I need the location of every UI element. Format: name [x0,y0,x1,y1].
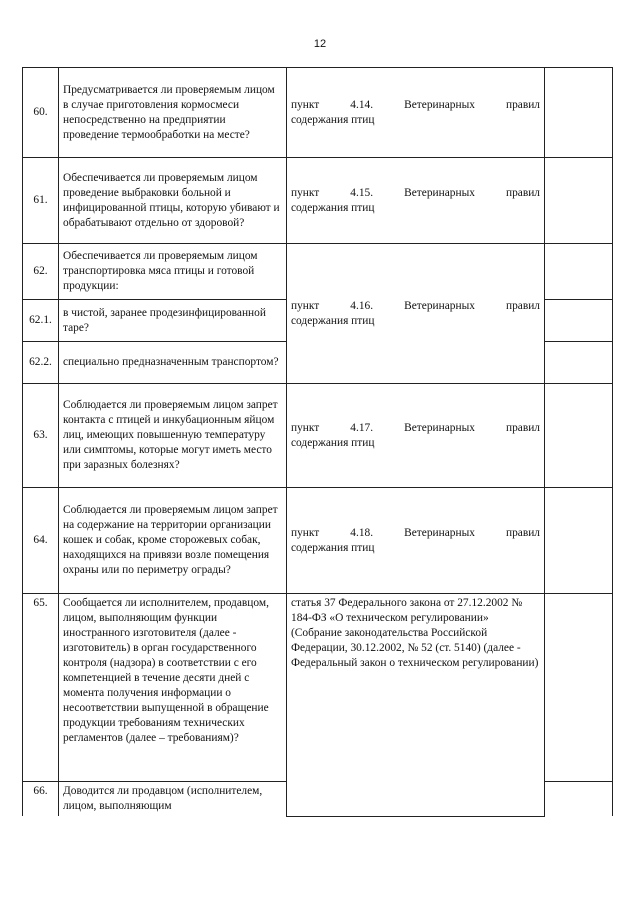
question-cell: Предусматривается ли проверяемым лицом в случае приготовления кормосмеси непосредственно на предприятии проведение термообработки на месте? [59,68,287,158]
legal-reference-cell [287,488,545,594]
question-cell: Доводится ли продавцом (исполнителем, лицом, выполняющим [59,782,287,817]
legal-reference-cell [287,68,545,158]
answer-cell[interactable] [545,244,613,300]
legal-reference-line: пункт 4.17. Ветеринарных правил [291,421,540,434]
answer-cell[interactable] [545,594,613,782]
table-row [23,158,613,244]
answer-cell[interactable] [545,342,613,384]
table-row [23,594,613,782]
answer-cell[interactable] [545,384,613,488]
table-row [23,68,613,158]
legal-reference-line: содержания птиц [291,314,375,327]
legal-reference-line: пункт 4.15. Ветеринарных правил [291,186,540,199]
answer-cell[interactable] [545,782,613,817]
legal-reference-line: пункт 4.14. Ветеринарных правил [291,98,540,111]
row-number: 62.1. [23,300,59,342]
row-number: 61. [23,158,59,244]
answer-cell[interactable] [545,68,613,158]
table-row [23,244,613,300]
row-number: 60. [23,68,59,158]
page-number: 12 [313,38,327,50]
legal-reference-line: содержания птиц [291,113,375,126]
table-row [23,384,613,488]
legal-reference-line: пункт 4.16. Ветеринарных правил [291,299,540,312]
question-cell: Обеспечивается ли проверяемым лицом проведение выбраковки больной и инфицированной птицы, которую убивают и обрабатывают отдельно от здоровой? [59,158,287,244]
question-cell: специально предназначенным транспортом? [59,342,287,384]
legal-reference-cell [287,158,545,244]
row-number: 66. [23,782,59,817]
legal-reference-cell [287,244,545,384]
legal-reference-cell [287,384,545,488]
legal-reference-line: содержания птиц [291,201,375,214]
legal-reference-cell: статья 37 Федерального закона от 27.12.2002 № 184-ФЗ «О техническом регулировании» (Собрание законодательства Российской Федерации, 30.12.2002, № 52 (ст. 5140) (далее - Федеральный закон о техническом регулировании) [287,594,545,817]
row-number: 62.2. [23,342,59,384]
question-cell: Соблюдается ли проверяемым лицом запрет на содержание на территории организации кошек и собак, кроме сторожевых собак, находящихся на привязи возле помещения охраны или по периметру ограды? [59,488,287,594]
row-number: 65. [23,594,59,782]
answer-cell[interactable] [545,158,613,244]
question-cell: в чистой, заранее продезинфицированной таре? [59,300,287,342]
question-cell: Обеспечивается ли проверяемым лицом транспортировка мяса птицы и готовой продукции: [59,244,287,300]
checklist-table [22,67,613,817]
question-cell: Сообщается ли исполнителем, продавцом, лицом, выполняющим функции иностранного изготовителя (далее - изготовитель) в орган государственного контроля (надзора) в соответствии с его компетенцией в течение десяти дней с момента получения информации о несоответствии выпущенной в обращение продукции требованиям технических регламентов (далее – требованиям)? [59,594,287,782]
answer-cell[interactable] [545,488,613,594]
legal-reference-line: содержания птиц [291,541,375,554]
table-row [23,488,613,594]
answer-cell[interactable] [545,300,613,342]
row-number: 63. [23,384,59,488]
legal-reference-line: содержания птиц [291,436,375,449]
question-cell: Соблюдается ли проверяемым лицом запрет контакта с птицей и инкубационным яйцом лиц, имеющих повышенную температуру или симптомы, которые могут иметь место при заразных болезнях? [59,384,287,488]
row-number: 64. [23,488,59,594]
row-number: 62. [23,244,59,300]
legal-reference-line: пункт 4.18. Ветеринарных правил [291,526,540,539]
